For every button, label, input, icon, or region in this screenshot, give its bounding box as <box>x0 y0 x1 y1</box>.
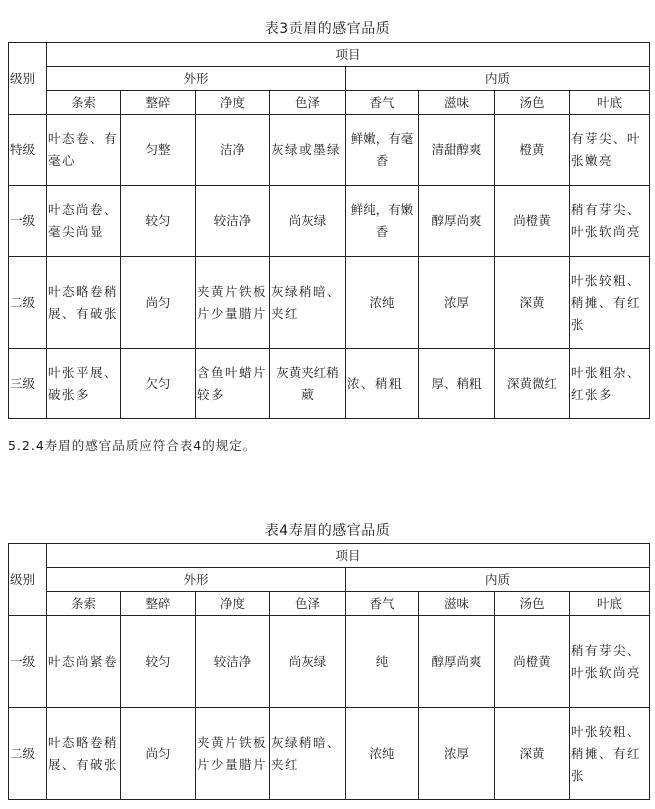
table-cell: 灰绿稍暗、夹红 <box>270 708 346 800</box>
section-paragraph: 5.2.4寿眉的感官品质应符合表4的规定。 <box>8 438 257 453</box>
col-header: 整碎 <box>121 91 196 115</box>
table-row <box>9 349 650 419</box>
grade-cell: 特级 <box>9 115 47 186</box>
table-cell: 叶态尚卷、毫尖尚显 <box>47 186 121 257</box>
grade-cell: 一级 <box>9 616 47 708</box>
inner-header: 内质 <box>346 67 650 91</box>
table-cell: 厚、稍粗 <box>419 349 495 419</box>
table-cell: 稍有芽尖、叶张软尚亮 <box>570 616 650 708</box>
table-cell: 较洁净 <box>196 616 270 708</box>
col-header: 汤色 <box>495 592 570 616</box>
grade-cell: 二级 <box>9 708 47 800</box>
table-cell: 深黄微红 <box>495 349 570 419</box>
table-cell: 深黄 <box>495 708 570 800</box>
project-header: 项目 <box>47 43 650 67</box>
table-cell: 尚匀 <box>121 257 196 349</box>
col-header: 叶底 <box>570 91 650 115</box>
table-cell: 叶态略卷稍展、有破张 <box>47 708 121 800</box>
table-cell: 匀整 <box>121 115 196 186</box>
table-cell: 浓纯 <box>346 257 419 349</box>
col-header: 滋味 <box>419 592 495 616</box>
table-cell: 浓纯 <box>346 708 419 800</box>
table4-caption: 表4寿眉的感官品质 <box>264 523 391 539</box>
col-header: 整碎 <box>121 592 196 616</box>
grade-cell: 二级 <box>9 257 47 349</box>
table-cell: 鲜嫩，有毫香 <box>346 115 419 186</box>
table-cell: 尚橙黄 <box>495 186 570 257</box>
table-cell: 叶态略卷稍展、有破张 <box>47 257 121 349</box>
col-header: 香气 <box>346 592 419 616</box>
table-cell: 夹黄片铁板片少量腊片 <box>196 257 270 349</box>
inner-header: 内质 <box>346 568 650 592</box>
grade-cell: 三级 <box>9 349 47 419</box>
table-cell: 橙黄 <box>495 115 570 186</box>
table-cell: 醇厚尚爽 <box>419 186 495 257</box>
table-cell: 叶态尚紧卷 <box>47 616 121 708</box>
table4 <box>8 543 650 800</box>
table3 <box>8 42 650 419</box>
table-cell: 叶张较粗、稍摊、有红张 <box>570 708 650 800</box>
table-cell: 叶张平展、破张多 <box>47 349 121 419</box>
col-header: 条索 <box>47 592 121 616</box>
table-cell: 浓厚 <box>419 708 495 800</box>
col-header: 色泽 <box>270 91 346 115</box>
table-cell: 浓厚 <box>419 257 495 349</box>
level-header: 级别 <box>9 544 47 616</box>
table-cell: 鲜纯，有嫩香 <box>346 186 419 257</box>
table-cell: 欠匀 <box>121 349 196 419</box>
table-cell: 夹黄片铁板片少量腊片 <box>196 708 270 800</box>
table-cell: 叶态卷、有毫心 <box>47 115 121 186</box>
table-row <box>9 115 650 186</box>
table-cell: 有芽尖、叶张嫩亮 <box>570 115 650 186</box>
table-cell: 尚灰绿 <box>270 616 346 708</box>
table-row <box>9 616 650 708</box>
table-cell: 深黄 <box>495 257 570 349</box>
project-header: 项目 <box>47 544 650 568</box>
table-cell: 较匀 <box>121 186 196 257</box>
table-cell: 含鱼叶蜡片较多 <box>196 349 270 419</box>
table-cell: 灰黄夹红稍葳 <box>270 349 346 419</box>
table-row <box>9 708 650 800</box>
table3-caption: 表3贡眉的感官品质 <box>264 21 391 37</box>
table-cell: 清甜醇爽 <box>419 115 495 186</box>
col-header: 条索 <box>47 91 121 115</box>
table-cell: 尚橙黄 <box>495 616 570 708</box>
table-cell: 叶张较粗、稍摊、有红张 <box>570 257 650 349</box>
col-header: 滋味 <box>419 91 495 115</box>
table-cell: 灰绿稍暗、夹红 <box>270 257 346 349</box>
col-header: 净度 <box>196 91 270 115</box>
level-header: 级别 <box>9 43 47 115</box>
col-header: 净度 <box>196 592 270 616</box>
outer-header: 外形 <box>47 67 346 91</box>
table-cell: 浓、稍粗 <box>346 349 419 419</box>
table-cell: 醇厚尚爽 <box>419 616 495 708</box>
table-cell: 纯 <box>346 616 419 708</box>
table-cell: 叶张粗杂、红张多 <box>570 349 650 419</box>
table-row <box>9 257 650 349</box>
table-row <box>9 186 650 257</box>
col-header: 汤色 <box>495 91 570 115</box>
outer-header: 外形 <box>47 568 346 592</box>
table-cell: 灰绿或墨绿 <box>270 115 346 186</box>
col-header: 色泽 <box>270 592 346 616</box>
table-cell: 洁净 <box>196 115 270 186</box>
table-cell: 较洁净 <box>196 186 270 257</box>
table-cell: 尚灰绿 <box>270 186 346 257</box>
table-cell: 稍有芽尖、叶张软尚亮 <box>570 186 650 257</box>
table-cell: 较匀 <box>121 616 196 708</box>
col-header: 叶底 <box>570 592 650 616</box>
table-cell: 尚匀 <box>121 708 196 800</box>
col-header: 香气 <box>346 91 419 115</box>
grade-cell: 一级 <box>9 186 47 257</box>
